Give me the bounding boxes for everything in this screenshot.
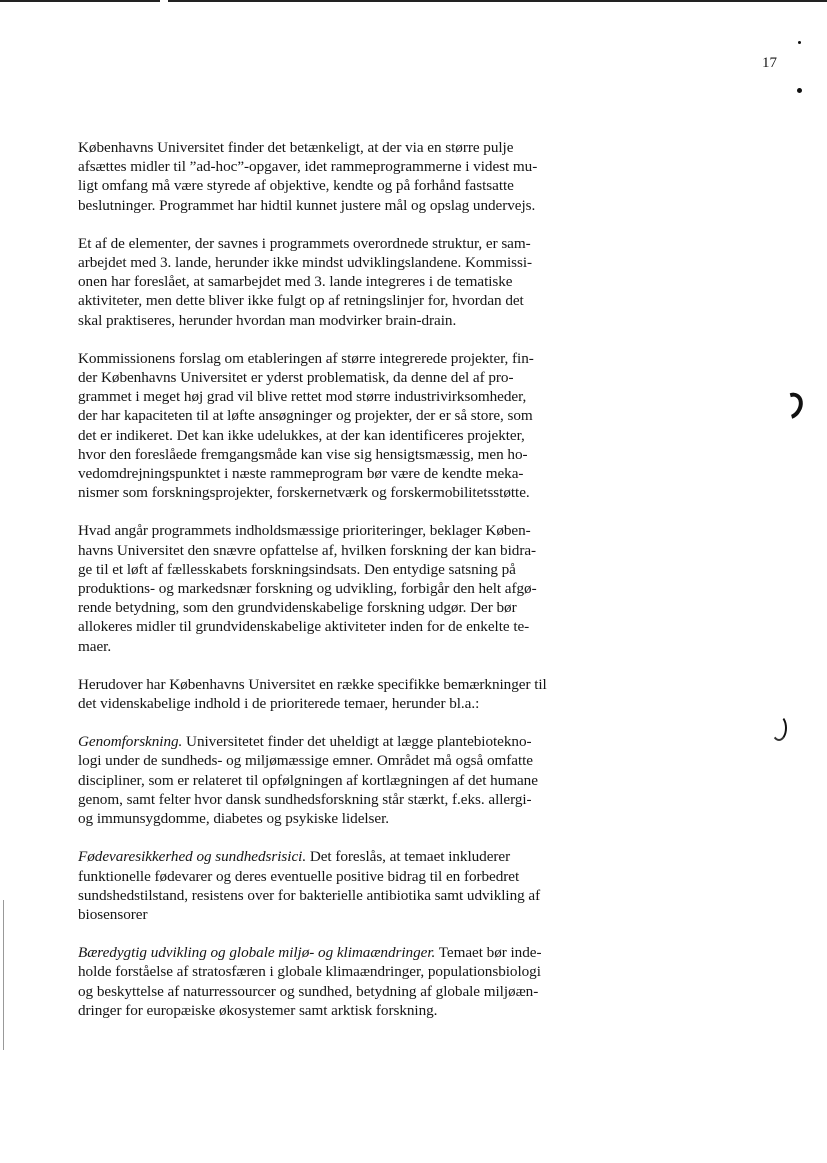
paragraph-specific-remarks	[78, 675, 608, 713]
text-line: Herudover har Københavns Universitet en række specifikke bemærkninger til	[78, 675, 547, 693]
theme-genome-research	[78, 732, 608, 828]
text-line: Et af de elementer, der savnes i programmets overordnede struktur, er sam-	[78, 234, 531, 252]
text-line: der har kapaciteten til at løfte ansøgninger og projekter, der er så store, som	[78, 407, 533, 425]
theme-sustainable-development	[78, 943, 608, 1020]
text-line: dringer for europæiske økosystemer samt arktisk forskning.	[78, 1001, 438, 1019]
theme-title: Bæredygtig udvikling og globale miljø- og klimaændringer.	[78, 944, 436, 962]
text-line: det videnskabelige indhold i de prioriterede temaer, herunder bl.a.:	[78, 695, 480, 713]
text-line: onen har foreslået, at samarbejdet med 3. lande integreres i de tematiske	[78, 273, 513, 291]
scan-speck	[797, 88, 802, 93]
text-line: sundshedstilstand, resistens over for bakterielle antibiotika samt udvikling af	[78, 886, 541, 904]
text-line: grammet i meget høj grad vil blive rettet mod større industrivirksomheder,	[78, 388, 527, 406]
text-line: skal praktiseres, herunder hvordan man modvirker brain-drain.	[78, 311, 457, 329]
page-number: 17	[762, 55, 777, 71]
text-line: produktions- og markedsnær forskning og udvikling, forbigår den helt afgø-	[78, 580, 537, 598]
text-line: ge til et løft af fællesskabets forskningsindsats. Den entydige satsning på	[78, 560, 516, 578]
text-line: der Københavns Universitet er yderst problematisk, da denne del af pro-	[78, 369, 514, 387]
binder-hole-mark	[774, 388, 807, 423]
text-line: funktionelle fødevarer og deres eventuelle positive bidrag til en forbedret	[78, 867, 520, 885]
theme-text: Universitetet finder det uheldigt at lægge plantebiotekno-	[182, 733, 532, 751]
theme-food-safety	[78, 847, 608, 924]
text-line: vedomdrejningspunktet i næste rammeprogram bør være de kendte meka-	[78, 465, 524, 483]
text-line: hvor den foreslåede fremgangsmåde kan vise sig hensigtsmæssig, men ho-	[78, 445, 528, 463]
top-scan-rule-left	[0, 0, 160, 2]
text-line: og immunsygdomme, diabetes og psykiske lidelser.	[78, 810, 390, 828]
text-line: Københavns Universitet finder det betænkeligt, at der via en større pulje	[78, 139, 514, 156]
theme-title: Genomforskning.	[78, 733, 183, 751]
text-line	[78, 943, 608, 962]
text-line: holde forståelse af stratosfæren i globale klimaændringer, populationsbiologi	[78, 963, 541, 981]
binder-hole-mark	[771, 715, 787, 741]
left-scan-edge	[3, 900, 4, 1050]
text-line: maer.	[78, 637, 112, 655]
text-line: afsættes midler til ”ad-hoc”-opgaver, idet rammeprogrammerne i videst mu-	[78, 158, 538, 176]
text-line: biosensorer	[78, 905, 148, 923]
text-line: discipliner, som er relateret til opfølgningen af kortlægningen af det humane	[78, 771, 538, 789]
text-line: det er indikeret. Det kan ikke udelukkes, at der kan identificeres projekter,	[78, 426, 525, 444]
text-line: aktiviteter, men dette bliver ikke fulgt op af retningslinjer for, hvordan det	[78, 292, 524, 310]
text-line: arbejdet med 3. lande, herunder ikke mindst udviklingslandene. Kommissi-	[78, 254, 533, 272]
text-line: beslutninger. Programmet har hidtil kunnet justere mål og opslag undervejs.	[78, 196, 536, 214]
text-line: allokeres midler til grundvidenskabelige aktiviteter inden for de enkelte te-	[78, 618, 530, 636]
text-line: Kommissionens forslag om etableringen af større integrerede projekter, fin-	[78, 349, 534, 367]
theme-title: Fødevaresikkerhed og sundhedsrisici.	[78, 848, 307, 866]
theme-text: Det foreslås, at temaet inkluderer	[306, 848, 511, 866]
text-line: og beskyttelse af naturressourcer og sundhed, betydning af globale miljøæn-	[78, 982, 539, 1000]
scan-speck	[798, 41, 801, 44]
document-body	[78, 138, 608, 1039]
text-line: rende betydning, som den grundvidenskabelige forskning udgør. Der bør	[78, 599, 517, 617]
text-line: genom, samt felter hvor dansk sundhedsforskning står stærkt, f.eks. allergi-	[78, 790, 532, 808]
text-line: havns Universitet den snævre opfattelse af, hvilken forskning der kan bidra-	[78, 541, 537, 559]
text-line: Hvad angår programmets indholdsmæssige prioriteringer, beklager Køben-	[78, 522, 531, 540]
paragraph-ad-hoc-funding	[78, 138, 608, 215]
text-line	[78, 732, 608, 751]
text-line: logi under de sundheds- og miljømæssige emner. Området må også omfatte	[78, 752, 533, 770]
theme-text: Temaet bør inde-	[435, 944, 542, 962]
paragraph-third-countries	[78, 234, 608, 330]
text-line	[78, 847, 608, 866]
top-scan-rule-right	[168, 0, 827, 2]
text-line: ligt omfang må være styrede af objektive, kendte og på forhånd fastsatte	[78, 177, 514, 195]
paragraph-integrated-projects	[78, 349, 608, 503]
paragraph-priorities	[78, 521, 608, 655]
text-line: nismer som forskningsprojekter, forskernetværk og forskermobilitetsstøtte.	[78, 484, 530, 502]
